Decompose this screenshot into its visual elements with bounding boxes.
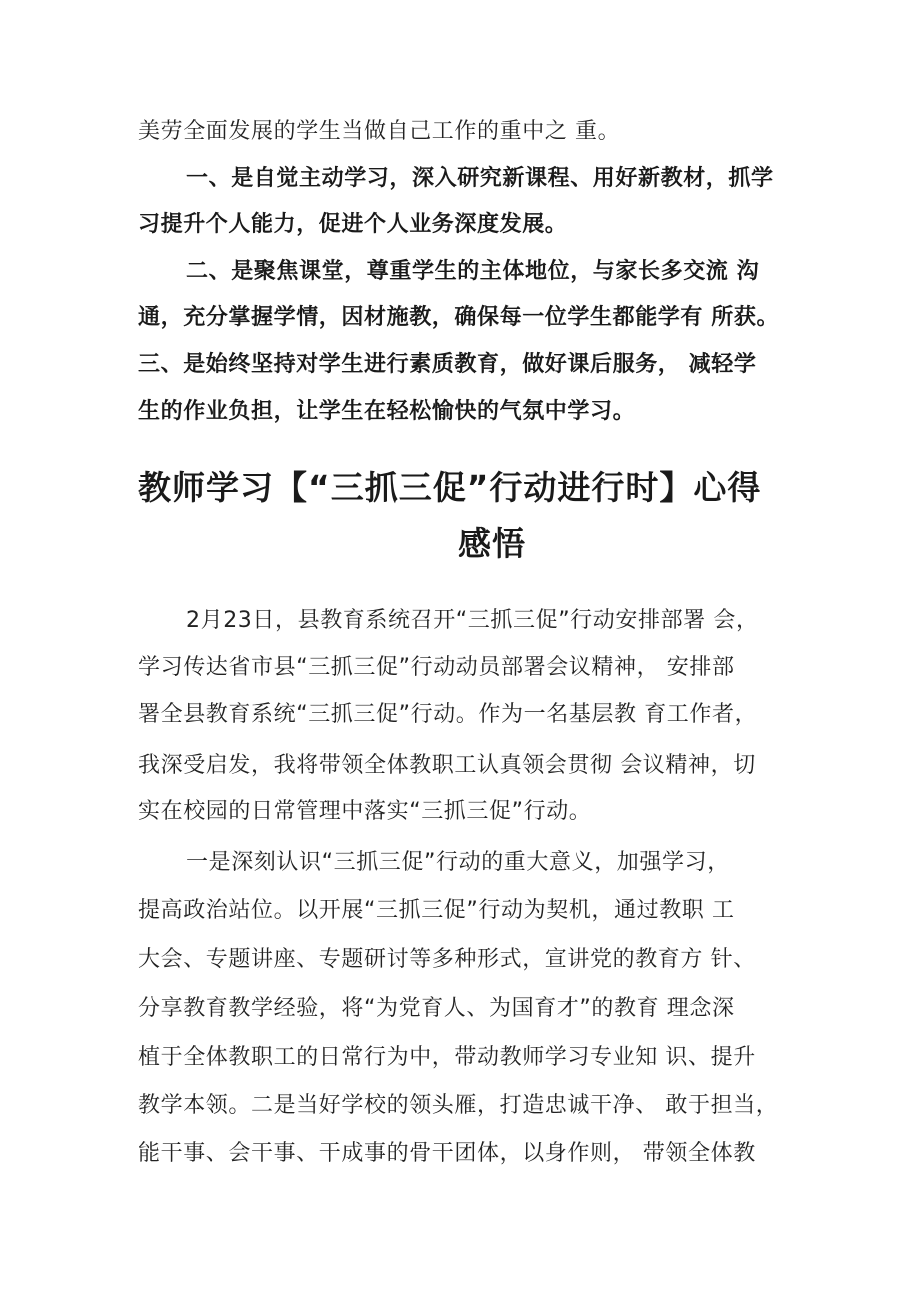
- text-line: 三、是始终坚持对学生进行素质教育，做好课后服务， 减轻学: [138, 352, 757, 377]
- text-line: 通，充分掌握学情，因材施教，确保每一位学生都能学有 所获。: [138, 305, 780, 330]
- text-line: 生的作业负担，让学生在轻松愉快的气氛中学习。: [138, 399, 636, 424]
- text-line: 提高政治站位。以开展“三抓三促”行动为契机，通过教职 工: [138, 898, 735, 923]
- text-line: 二、是聚焦课堂，尊重学生的主体地位，与家长多交流 沟: [186, 259, 760, 284]
- article-title-line-1: 教师学习【“三抓三促”行动进行时】心得: [138, 468, 762, 507]
- text-line: 美劳全面发展的学生当做自己工作的重中之 重。: [138, 119, 621, 144]
- text-line: 教学本领。二是当好学校的领头雁，打造忠诚干净、 敢于担当，: [138, 1093, 779, 1118]
- text-line: 大会、专题讲座、专题研讨等多种形式，宣讲党的教育方 针、: [138, 947, 756, 972]
- text-line: 学习传达省市县“三抓三促”行动动员部署会议精神， 安排部: [138, 655, 735, 680]
- text-line: 植于全体教职工的日常行为中，带动教师学习专业知 识、提升: [138, 1045, 756, 1070]
- text-line: 分享教育教学经验，将“为党育人、为国育才”的教育 理念深: [138, 996, 735, 1021]
- text-line: 一是深刻认识“三抓三促”行动的重大意义，加强学习，: [186, 850, 730, 875]
- text-line: 2月23日，县教育系统召开“三抓三促”行动安排部署 会，: [186, 608, 759, 633]
- text-line: 一、是自觉主动学习，深入研究新课程、用好新教材，抓学: [186, 166, 774, 191]
- article-title-line-2: 感悟: [458, 524, 526, 563]
- text-line: 我深受启发，我将带领全体教职工认真领会贯彻 会议精神，切: [138, 753, 756, 778]
- text-line: 实在校园的日常管理中落实“三抓三促”行动。: [138, 799, 592, 824]
- text-line: 习提升个人能力，促进个人业务深度发展。: [138, 212, 568, 237]
- text-line: 能干事、会干事、干成事的骨干团体，以身作则， 带领全体教: [138, 1141, 756, 1166]
- text-line: 署全县教育系统“三抓三促”行动。作为一名基层教 育工作者，: [138, 702, 758, 727]
